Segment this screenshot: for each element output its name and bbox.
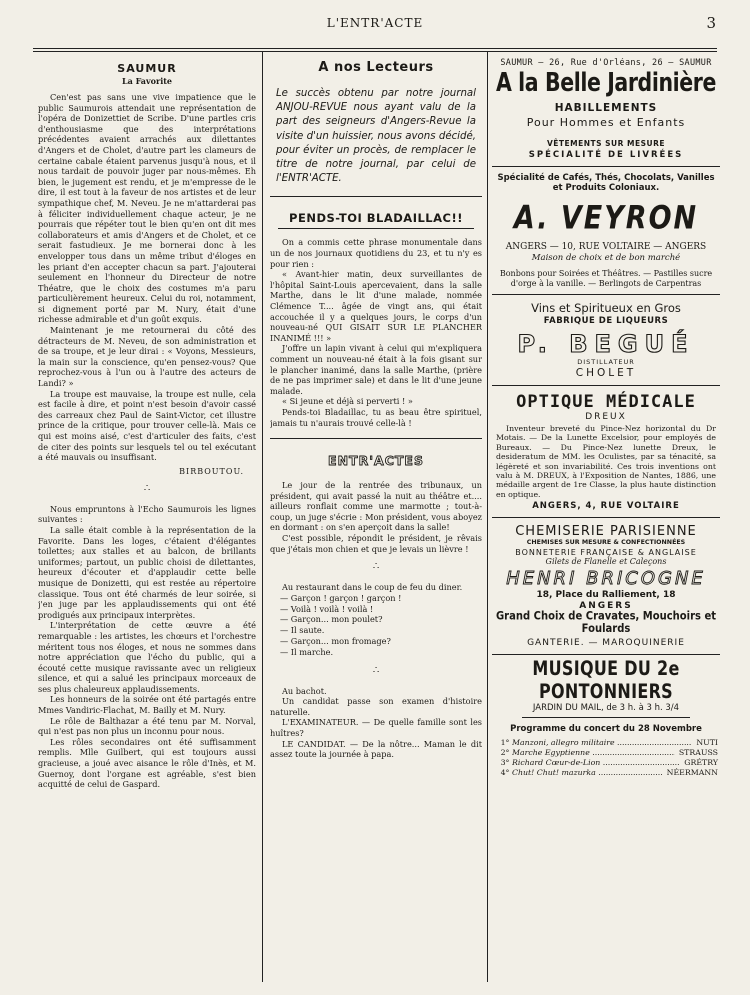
- ad-veyron-name: A. VEYRON: [513, 199, 699, 238]
- ad-begue-distillateur: DISTILLATEUR: [577, 358, 635, 366]
- ad-chemiserie-city: ANGERS: [579, 601, 633, 612]
- ad-chemiserie-gilets: Gilets de Flanelle et Caleçons: [545, 557, 667, 567]
- ad-begue-city: CHOLET: [575, 367, 637, 379]
- ad-chemiserie-place: 18, Place du Ralliement, 18: [536, 590, 676, 601]
- paragraph: Maintenant je me retournerai du côté des détracteurs de M. Neveu, de son administration et de sa troupe, et je leur dirai : « Voyons, Messieurs, la main sur la conscience, qu'en pensez-vous? Que reprochez-vous à l'un ou à l'autre des acteurs de Landi? »: [38, 325, 256, 389]
- ad-jardiniere-address: SAUMUR — 26, Rue d'Orléans, 26 — SAUMUR: [500, 58, 712, 68]
- divider: [522, 717, 690, 718]
- page-number: 3: [706, 14, 716, 32]
- dialogue-line: — Il marche.: [280, 646, 334, 657]
- program-title: Richard Cœur-de-Lion .....: [512, 758, 680, 768]
- ad-jardiniere-habillements: HABILLEMENTS: [554, 102, 658, 114]
- divider: [492, 294, 720, 295]
- paragraph: Cen'est pas sans une vive impatience que le public Saumurois attendait une représentation de l'opéra de Donizettiet de Scribe. D'une partles cris d'enthousiasme que des interprétations précédentes avaient arrachés aux dilettantes d'Angers et de Cholet, d'autre part les clameurs de certaine cabale étaient parvenus jusqu'à nous, et il nous tardait de pouvoir juger par nous-mêmes. Eh bien, le jugement est rendu, et je m'empresse de le dire, il est tout à la faveur de nos artistes et de leur sympathique chef, M. Neveu. Je ne m'attarderai pas à féliciter individuellement chaque acteur, je ne pourrais que répéter tout le bien qu'en ont dit mes collaborateurs et amis d'Angers et de Cholet, et ce serait fastudieux. Je me bornerai donc à les envelopper tous dans un même tribut d'éloges en les priant d'en accepter chacun sa part. J'ajouterai seulement en l'honneur du Directeur de notre Théatre, que le choix des costumes m'a paru particulièrement heureux. Celui du roi, notamment, si dignement porté par M. Nury, était d'une richesse admirable et d'un goût exquis.: [38, 92, 256, 325]
- dialogue-line: — Garçon... mon fromage?: [280, 636, 391, 647]
- paragraph: Le jour de la rentrée des tribunaux, un président, qui avait passé la nuit au théâtre et.... ailleurs ronflait comme une marmotte ; tout-à-coup, un juge s'écrie : Mon président, vous aboyez en dormant : on s'en aperçoit dans la salle!: [270, 480, 482, 533]
- concert-location: JARDIN DU MAIL, de 3 h. à 3 h. 3/4: [532, 703, 680, 714]
- dialogue-line: — Garçon ! garçon ! garçon !: [280, 592, 402, 603]
- pends-heading-box: [278, 207, 474, 229]
- ad-optique-address: ANGERS, 4, RUE VOLTAIRE: [532, 501, 680, 512]
- program-composer: NÉERMANN: [666, 768, 718, 778]
- ad-chemiserie-grand-choix: Grand Choix de Cravates, Mouchoirs et Foulards: [495, 610, 717, 636]
- separator-stars: ∴: [143, 482, 151, 494]
- paragraph: Un candidat passe son examen d'histoire naturelle.: [270, 696, 482, 717]
- program-row: [498, 758, 718, 768]
- article-subheading: La Favorite: [121, 76, 173, 86]
- divider: [270, 196, 482, 197]
- ad-jardiniere-specialite: SPÉCIALITÉ DE LIVRÉES: [528, 150, 684, 160]
- column-middle: [270, 58, 482, 760]
- ad-begue-vins: Vins et Spiritueux en Gros: [531, 301, 681, 315]
- program-title: Marche Egyptienne .....: [512, 748, 675, 758]
- separator-stars: ∴: [372, 664, 380, 676]
- signature: BIRBOUTOU.: [179, 466, 244, 476]
- program-number: 1°: [500, 738, 510, 748]
- paragraph: Au restaurant dans le coup de feu du diner.: [282, 582, 463, 593]
- ad-jardiniere-vetements: VÊTEMENTS SUR MESURE: [546, 139, 665, 148]
- top-rule-2: [33, 51, 717, 52]
- program-row: [498, 768, 718, 778]
- paragraph: L'interprétation de cette œuvre a été remarquable : les artistes, les chœurs et l'orchestre méritent tous nos éloges, et nous ne sommes dans notre appréciation que l'écho du public, qui a écouté cette musique ravissante avec un religieux silence, et qui a salué les principaux morceaux de ses plus chaleureux applaudissements.: [38, 620, 256, 694]
- ad-veyron-cafes: Spécialité de Cafés, Thés, Chocolats, Vanilles et Produits Coloniaux.: [497, 173, 715, 193]
- paragraph: L'EXAMINATEUR. — De quelle famille sont les huîtres?: [270, 717, 482, 739]
- dialogue-line: — Il saute.: [280, 625, 325, 636]
- divider: [492, 654, 720, 655]
- ad-chemiserie-ganterie: GANTERIE. — MAROQUINERIE: [527, 638, 685, 649]
- ad-chemiserie-bonneterie: BONNETERIE FRANÇAISE & ANGLAISE: [515, 548, 697, 558]
- ad-veyron-slogan: Maison de choix et de bon marché: [531, 253, 681, 263]
- paragraph: Les honneurs de la soirée ont été partagés entre Mmes Vandiric-Flachat, M. Bailly et M. Nury.: [38, 694, 256, 716]
- program-row: [498, 748, 718, 758]
- paragraph: Le rôle de Balthazar a été tenu par M. Norval, qui n'est pas non plus un inconnu pour nous.: [38, 715, 256, 737]
- program-title: Manzoni, allegro militaire .....: [512, 738, 692, 748]
- program-composer: STRAUSS: [678, 748, 718, 758]
- ad-chemiserie-chemises: CHEMISES SUR MESURE & CONFECTIONNÉES: [526, 539, 686, 547]
- paragraph: Pends-toi Bladaillac, tu as beau être spirituel, jamais tu n'aurais trouvé celle-là !: [270, 406, 482, 428]
- paragraph: Nous empruntons à l'Echo Saumurois les lignes suivantes :: [38, 503, 256, 525]
- ad-begue-fabrique: FABRIQUE DE LIQUEURS: [543, 316, 669, 326]
- program-composer: GRÉTRY: [684, 758, 718, 768]
- article-heading: SAUMUR: [117, 62, 177, 75]
- paragraph: La troupe est mauvaise, la troupe est nulle, cela est facile à dire, et point n'est besoin d'avoir cassé des carreaux chez Paul de Saint-Victor, cet illustre prince de la critique, pour trouver celle-là. Mais ce qui est moins aisé, c'est d'articuler des faits, c'est de citer des points sur lesquels tel ou tel exécutant a été mauvais ou insuffisant.: [38, 388, 256, 463]
- dialogue-line: — Voilà ! voilà ! voilà !: [280, 603, 374, 614]
- program-number: 2°: [500, 748, 510, 758]
- program-composer: NUTI: [696, 738, 718, 748]
- program-number: 3°: [500, 758, 510, 768]
- program-title: Chut! Chut! mazurka .....: [512, 768, 663, 778]
- pends-heading: PENDS-TOI BLADAILLAC!!: [289, 211, 463, 226]
- paragraph: « Si jeune et déjà si perverti ! »: [282, 396, 413, 407]
- ad-optique-text: Inventeur breveté du Pince-Nez horizontal du Dr Motais. — De la Lunette Excelsior, pour employés de Bureaux. — Du Pince-Nez lunette Dreux, le desideratum de MM. les Oculistes, par sa ténacité, sa légèreté et son invariabilité. Ces trois inventions ont valu à M. DREUX, à l'Exposition de Nantes, 1886, une médaille argent de 1re Classe, la plus haute distinction en optique.: [496, 424, 716, 499]
- concert-title: MUSIQUE DU 2e PONTONNIERS: [532, 657, 680, 704]
- paragraph: Au bachot.: [282, 685, 327, 696]
- ad-optique-dreux: DREUX: [585, 412, 627, 422]
- divider: [492, 166, 720, 167]
- column-divider-2: [487, 52, 488, 982]
- paragraph: LE CANDIDAT. — De la nôtre... Maman le dit assez toute la journée à papa.: [270, 738, 482, 760]
- paragraph: « Avant-hier matin, deux surveillantes de l'hôpital Saint-Louis apercevaient, dans la salle Marthe, dans le lit d'une malade, nommée Clémence T.... âgée de vingt ans, qui était accouchée il y a quelques jours, le corps d'un nouveau-né QUI GISAIT SUR LE PLANCHER INANIMÉ !!! »: [270, 269, 482, 343]
- column-ads: [492, 58, 720, 778]
- program-row: [498, 738, 718, 748]
- ad-begue-name: P. BEGUÉ: [517, 330, 695, 358]
- ad-jardiniere-name: A la Belle Jardinière: [495, 67, 717, 97]
- paragraph: Les rôles secondaires ont été suffisamment remplis. Mlle Guilbert, qui est toujours aussi gracieuse, a joué avec aisance le rôle d'Inès, et M. Guernoy, dont l'organe est agréable, s'est bien acquitté de celui de Gaspard.: [38, 736, 256, 790]
- paragraph: On a commis cette phrase monumentale dans un de nos journaux quotidiens du 23, et tu n'y es pour rien :: [270, 237, 482, 269]
- separator-stars: ∴: [372, 561, 380, 573]
- paragraph: C'est possible, répondit le président, je rêvais que j'étais mon chien et que je levais un lièvre !: [270, 533, 482, 554]
- ad-optique-name: OPTIQUE MÉDICALE: [516, 392, 696, 412]
- paragraph: La salle était comble à la représentation de la Favorite. Dans les loges, c'étaient d'élégantes toilettes; aux stalles et au balcon, de brillants uniformes; partout, un public choisi de dilettantes, heureux d'écouter et d'applaudir cette belle musique de Donizetti, qui est restée au répertoire classique. Tous ont été charmés de leur soirée, si j'en juge par les applaudissements qui ont été prodigués aux principaux interprètes.: [38, 524, 256, 620]
- column-divider-1: [262, 52, 263, 982]
- divider: [492, 517, 720, 518]
- ad-veyron-address: ANGERS — 10, RUE VOLTAIRE — ANGERS: [505, 242, 707, 252]
- column-saumur: [38, 58, 256, 790]
- lecteurs-heading: A nos Lecteurs: [318, 60, 434, 75]
- entractes-heading: ENTR'ACTES: [328, 453, 424, 469]
- page-title: L'ENTR'ACTE: [326, 16, 424, 30]
- ad-jardiniere-pour: Pour Hommes et Enfants: [526, 116, 686, 129]
- program-number: 4°: [500, 768, 510, 778]
- masthead: [30, 14, 720, 38]
- ad-veyron-bonbons: Bonbons pour Soirées et Théâtres. — Pastilles sucre d'orge à la vanille. — Berlingots de Carpentras: [499, 269, 713, 288]
- paragraph: J'offre un lapin vivant à celui qui m'expliquera comment un nouveau-né était à la fois gisant sur le plancher inanimé, dans la salle Marthe, (prière de ne pas imprimer sale) et dans le lit d'une jeune malade.: [270, 343, 482, 396]
- top-rule: [33, 48, 717, 49]
- dialogue-line: — Garçon... mon poulet?: [280, 614, 383, 625]
- concert-programme-heading: Programme du concert du 28 Novembre: [510, 724, 702, 735]
- ad-chemiserie-name: CHEMISERIE PARISIENNE: [515, 524, 697, 540]
- lecteurs-body: Le succès obtenu par notre journal ANJOU-REVUE nous ayant valu de la part des seigneurs d'Angers-Revue la visite d'un huissier, nous avons décidé, pour éviter un procès, de remplacer le titre de notre journal, par celui de l'ENTR'ACTE.: [276, 88, 476, 185]
- divider: [492, 385, 720, 386]
- divider: [270, 438, 482, 439]
- ad-chemiserie-owner: HENRI BRICOGNE: [506, 568, 706, 590]
